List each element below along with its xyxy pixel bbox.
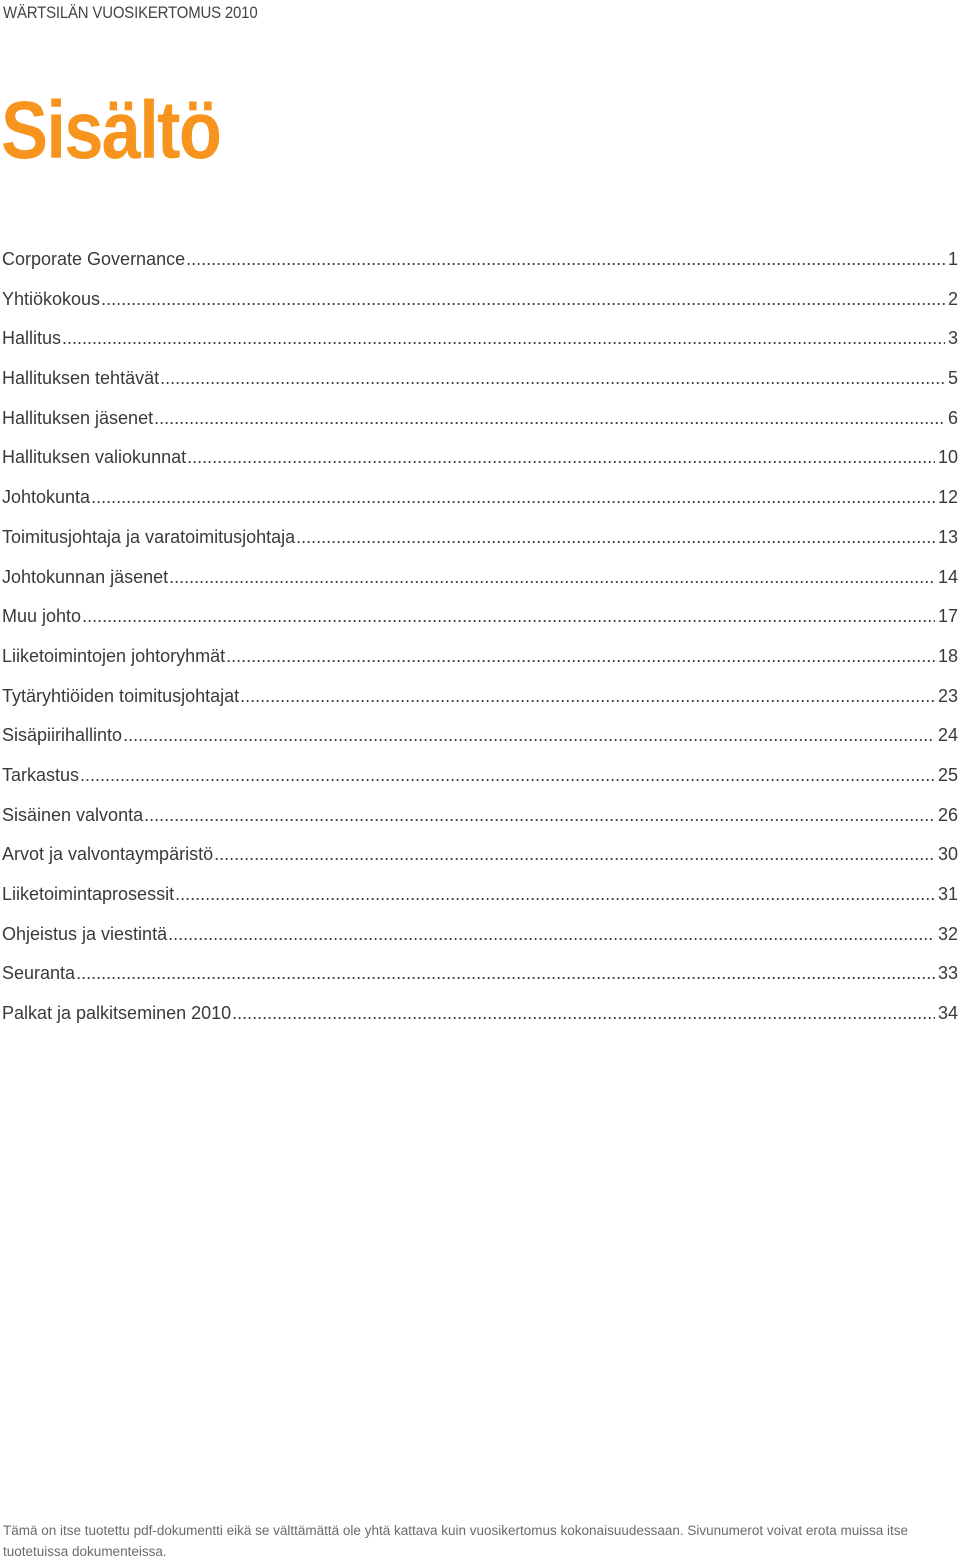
toc-item[interactable] <box>2 880 958 920</box>
toc-item-page: 14 <box>937 566 958 587</box>
toc-item[interactable] <box>2 285 958 325</box>
toc-item-label: Arvot ja valvontaympäristö <box>2 844 214 865</box>
toc-item[interactable] <box>2 563 958 603</box>
toc-item-page: 30 <box>937 844 958 865</box>
toc-leader-dots <box>123 721 935 749</box>
toc-item[interactable] <box>2 324 958 364</box>
toc-leader-dots <box>91 483 935 511</box>
toc-item-page: 17 <box>937 606 958 627</box>
toc-item-page: 12 <box>937 487 958 508</box>
toc-item-page: 10 <box>937 447 958 468</box>
toc-leader-dots <box>80 761 935 789</box>
toc-leader-dots <box>175 880 935 908</box>
toc-item-page: 5 <box>947 368 958 389</box>
toc-item-page: 33 <box>937 963 958 984</box>
toc-item[interactable] <box>2 920 958 960</box>
toc-item-label: Muu johto <box>2 606 82 627</box>
toc-item[interactable] <box>2 682 958 722</box>
toc-leader-dots <box>187 443 935 471</box>
toc-leader-dots <box>82 602 935 630</box>
toc-item[interactable] <box>2 443 958 483</box>
page-title: Sisältö <box>1 85 221 176</box>
toc-item-page: 18 <box>937 645 958 666</box>
toc-item[interactable] <box>2 999 958 1039</box>
toc-item-label: Tytäryhtiöiden toimitusjohtajat <box>2 685 240 706</box>
toc-item[interactable] <box>2 761 958 801</box>
toc-item[interactable] <box>2 245 958 285</box>
toc-item-page: 23 <box>937 685 958 706</box>
toc-item-label: Toimitusjohtaja ja varatoimitusjohtaja <box>2 526 296 547</box>
toc-item-page: 31 <box>937 884 958 904</box>
toc-item-label: Hallituksen tehtävät <box>2 368 160 389</box>
toc-leader-dots <box>296 523 935 551</box>
toc-leader-dots <box>160 364 945 392</box>
toc-item-label: Liiketoimintojen johtoryhmät <box>2 645 226 666</box>
toc-item-label: Tarkastus <box>2 764 80 785</box>
toc-item[interactable] <box>2 959 958 999</box>
toc-item-page: 13 <box>937 526 958 547</box>
toc-item-page: 26 <box>937 804 958 825</box>
toc-item-label: Hallituksen valiokunnat <box>2 447 187 468</box>
toc-leader-dots <box>186 245 945 273</box>
toc-item-page: 6 <box>947 407 958 428</box>
toc-leader-dots <box>76 959 935 987</box>
toc-item-page: 1 <box>947 249 958 269</box>
table-of-contents <box>2 245 958 1039</box>
toc-item[interactable] <box>2 642 958 682</box>
toc-item-label: Liiketoimintaprosessit <box>2 884 175 904</box>
toc-item-label: Sisäinen valvonta <box>2 804 144 825</box>
toc-item-label: Johtokunta <box>2 487 91 508</box>
toc-item-label: Sisäpiirihallinto <box>2 725 123 746</box>
toc-leader-dots <box>226 642 935 670</box>
toc-leader-dots <box>232 999 935 1027</box>
footer-disclaimer: Tämä on itse tuotettu pdf-dokumentti eikä se välttämättä ole yhtä kattava kuin vuosikertomus kokonaisuudessaan. Sivunumerot voivat erota muissa itse tuotetuissa dokumenteissa. <box>3 1523 908 1559</box>
toc-item-label: Yhtiökokous <box>2 288 101 309</box>
toc-item[interactable] <box>2 483 958 523</box>
toc-leader-dots <box>168 920 935 948</box>
toc-item[interactable] <box>2 721 958 761</box>
toc-item-page: 25 <box>937 764 958 785</box>
toc-item-label: Ohjeistus ja viestintä <box>2 923 168 944</box>
toc-item-page: 24 <box>937 725 958 746</box>
toc-item-label: Johtokunnan jäsenet <box>2 566 169 587</box>
toc-leader-dots <box>169 563 935 591</box>
toc-item-label: Hallituksen jäsenet <box>2 407 154 428</box>
toc-item[interactable] <box>2 523 958 563</box>
toc-item-label: Palkat ja palkitseminen 2010 <box>2 1003 232 1024</box>
toc-leader-dots <box>62 324 945 352</box>
toc-item-page: 32 <box>937 923 958 944</box>
toc-item[interactable] <box>2 602 958 642</box>
toc-leader-dots <box>154 404 945 432</box>
toc-item[interactable] <box>2 364 958 404</box>
toc-leader-dots <box>144 801 935 829</box>
toc-item-label: Hallitus <box>2 328 62 349</box>
toc-leader-dots <box>240 682 935 710</box>
toc-leader-dots <box>101 285 945 313</box>
toc-leader-dots <box>214 840 935 868</box>
toc-item[interactable] <box>2 840 958 880</box>
toc-item-label: Seuranta <box>2 963 76 984</box>
report-header: WÄRTSILÄN VUOSIKERTOMUS 2010 <box>3 3 258 22</box>
toc-item-label: Corporate Governance <box>2 249 186 269</box>
toc-item-page: 3 <box>947 328 958 349</box>
toc-item[interactable] <box>2 404 958 444</box>
toc-item-page: 2 <box>947 288 958 309</box>
toc-item[interactable] <box>2 801 958 841</box>
toc-item-page: 34 <box>937 1003 958 1024</box>
